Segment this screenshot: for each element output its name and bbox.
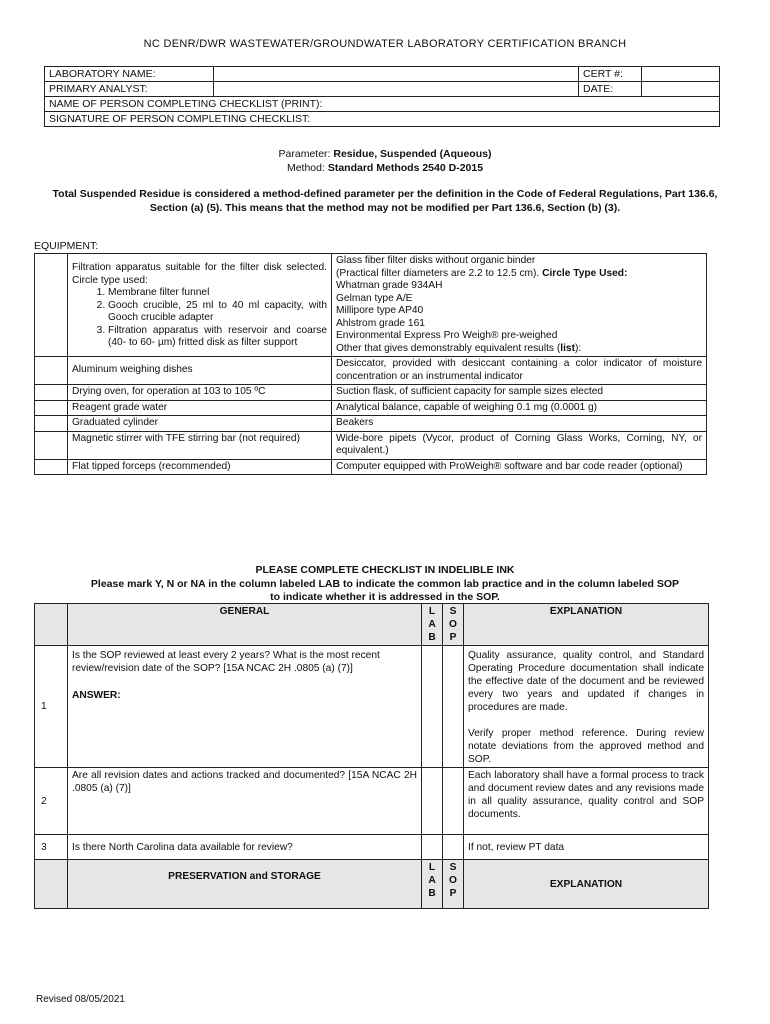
equipment-item: Reagent grade water bbox=[68, 400, 332, 416]
equipment-item: Computer equipped with ProWeigh® software and bar code reader (optional) bbox=[332, 459, 707, 475]
lab-answer-cell[interactable] bbox=[422, 646, 443, 768]
equipment-item: Magnetic stirrer with TFE stirring bar (not required) bbox=[68, 431, 332, 459]
answer-label: ANSWER: bbox=[72, 690, 121, 701]
equipment-check-cell[interactable] bbox=[35, 400, 68, 416]
checklist-row bbox=[35, 835, 709, 860]
equipment-item: Flat tipped forceps (recommended) bbox=[68, 459, 332, 475]
equipment-table bbox=[34, 253, 707, 475]
equipment-check-cell[interactable] bbox=[35, 254, 68, 357]
parameter-value: Residue, Suspended (Aqueous) bbox=[333, 148, 492, 160]
item-explanation-cell bbox=[464, 646, 709, 768]
item-question-cell bbox=[68, 646, 422, 768]
analyst-field[interactable] bbox=[214, 82, 579, 97]
sop-letter: S bbox=[449, 606, 457, 617]
signature-row[interactable] bbox=[45, 112, 720, 127]
date-field[interactable] bbox=[642, 82, 720, 97]
item-explanation: If not, review PT data bbox=[464, 835, 709, 860]
circle-type-label: Circle Type Used: bbox=[542, 267, 628, 279]
filtration-item: 3. Filtration apparatus with reservoir and coarse (40- to 60- µm) fritted disk as filter support bbox=[108, 325, 327, 350]
instructions-line: Please mark Y, N or NA in the column labeled LAB to indicate the common lab practice and in the column labeled SOP bbox=[90, 577, 680, 590]
sop-column-header bbox=[443, 604, 464, 646]
sop-letter: P bbox=[449, 888, 457, 899]
equipment-item: Drying oven, for operation at 103 to 105 ºC bbox=[68, 385, 332, 401]
filter-line: (Practical filter diameters are 2.2 to 12.5 cm). bbox=[336, 267, 540, 279]
document-title: NC DENR/DWR WASTEWATER/GROUNDWATER LABORATORY CERTIFICATION BRANCH bbox=[143, 38, 627, 50]
equipment-item: Beakers bbox=[332, 416, 707, 432]
filter-option: Gelman type A/E bbox=[336, 292, 413, 304]
lab-letter: A bbox=[428, 875, 436, 886]
cert-field[interactable] bbox=[642, 67, 720, 82]
item-question: Is the SOP reviewed at least every 2 years? What is the most recent review/revision date of the SOP? [15A NCAC 2H .0805 (a) (7)] bbox=[72, 650, 380, 674]
lab-letter: B bbox=[428, 888, 436, 899]
lab-name-label: LABORATORY NAME: bbox=[45, 67, 214, 82]
equipment-check-cell[interactable] bbox=[35, 416, 68, 432]
filter-option: Ahlstrom grade 161 bbox=[336, 317, 425, 329]
item-question: Is there North Carolina data available for review? bbox=[68, 835, 422, 860]
date-label: DATE: bbox=[579, 82, 642, 97]
explanation-header: EXPLANATION bbox=[464, 604, 709, 646]
explanation-header: EXPLANATION bbox=[464, 860, 709, 909]
cert-label: CERT #: bbox=[579, 67, 642, 82]
equipment-check-cell[interactable] bbox=[35, 459, 68, 475]
checklist-table bbox=[34, 603, 709, 909]
filter-option: Millipore type AP40 bbox=[336, 305, 424, 316]
filter-disk-cell bbox=[332, 254, 707, 357]
filter-line: Glass fiber filter disks without organic binder bbox=[336, 255, 536, 266]
item-number: 2 bbox=[35, 768, 68, 835]
instructions-line: PLEASE COMPLETE CHECKLIST IN INDELIBLE INK bbox=[255, 564, 515, 576]
lab-answer-cell[interactable] bbox=[422, 835, 443, 860]
filtration-cell bbox=[68, 254, 332, 357]
filter-option-end: ): bbox=[574, 342, 582, 354]
filter-option: Other that gives demonstrably equivalent results ( bbox=[336, 342, 561, 354]
list-word: list bbox=[560, 342, 575, 354]
sop-letter: P bbox=[449, 632, 457, 643]
sop-letter: O bbox=[449, 619, 457, 630]
sop-letter: S bbox=[449, 862, 457, 873]
equipment-label: EQUIPMENT: bbox=[34, 240, 99, 252]
instructions-line: to indicate whether it is addressed in the SOP. bbox=[270, 591, 500, 603]
item-explanation: Quality assurance, quality control, and Standard Operating Procedure documentation shall indicate the effective date of the document and be reviewed every two years and updated if changes in procedures are made. bbox=[468, 650, 704, 713]
parameter-block bbox=[0, 147, 770, 175]
method-prefix: Method: bbox=[286, 162, 325, 174]
filter-option: Whatman grade 934AH bbox=[336, 280, 443, 291]
equipment-item: Graduated cylinder bbox=[68, 416, 332, 432]
lab-letter: A bbox=[428, 619, 436, 630]
header-num-cell bbox=[35, 860, 68, 909]
lab-letter: L bbox=[428, 606, 436, 617]
item-question: Are all revision dates and actions tracked and documented? [15A NCAC 2H .0805 (a) (7)] bbox=[68, 768, 422, 835]
filtration-item: 2. Gooch crucible, 25 ml to 40 ml capacity, with Gooch crucible adapter bbox=[108, 300, 327, 325]
lab-answer-cell[interactable] bbox=[422, 768, 443, 835]
checklist-row bbox=[35, 646, 709, 768]
filtration-intro: Filtration apparatus suitable for the filter disk selected. Circle type used: bbox=[72, 262, 327, 286]
parameter-prefix: Parameter: bbox=[278, 148, 331, 160]
equipment-item: Analytical balance, capable of weighing 0.1 mg (0.0001 g) bbox=[332, 400, 707, 416]
analyst-label: PRIMARY ANALYST: bbox=[45, 82, 214, 97]
revised-date: Revised 08/05/2021 bbox=[36, 994, 125, 1005]
equipment-item: Desiccator, provided with desiccant containing a color indicator of moisture concentration or an instrumental indicator bbox=[332, 357, 707, 385]
checklist-row bbox=[35, 768, 709, 835]
sop-answer-cell[interactable] bbox=[443, 835, 464, 860]
person-name-row[interactable] bbox=[45, 97, 720, 112]
filtration-list bbox=[72, 287, 327, 350]
instructions-block bbox=[0, 564, 770, 605]
filter-option: Environmental Express Pro Weigh® pre-weighed bbox=[336, 330, 558, 341]
item-explanation: Verify proper method reference. During review notate deviations from the approved method and SOP. bbox=[468, 728, 704, 765]
sop-answer-cell[interactable] bbox=[443, 768, 464, 835]
equipment-item: Aluminum weighing dishes bbox=[68, 357, 332, 385]
general-header: GENERAL bbox=[68, 604, 422, 646]
filtration-item: 1. Membrane filter funnel bbox=[108, 287, 327, 300]
lab-letter: B bbox=[428, 632, 436, 643]
lab-column-header bbox=[422, 860, 443, 909]
equipment-item: Suction flask, of sufficient capacity for sample sizes elected bbox=[332, 385, 707, 401]
item-number: 1 bbox=[35, 646, 68, 768]
tss-note: Total Suspended Residue is considered a method-defined parameter per the definition in the Code of Federal Regulations, Part 136.6, Section (a) (5). This means that the method may not be modified per Part 136.6, Section (b) (3). bbox=[52, 188, 718, 214]
lab-info-table bbox=[44, 66, 720, 127]
lab-column-header bbox=[422, 604, 443, 646]
preservation-header: PRESERVATION and STORAGE bbox=[68, 860, 422, 909]
sop-letter: O bbox=[449, 875, 457, 886]
person-name-label: NAME OF PERSON COMPLETING CHECKLIST (PRINT): bbox=[49, 98, 323, 110]
equipment-check-cell[interactable] bbox=[35, 431, 68, 459]
sop-answer-cell[interactable] bbox=[443, 646, 464, 768]
lab-letter: L bbox=[428, 862, 436, 873]
lab-name-field[interactable] bbox=[214, 67, 579, 82]
item-number: 3 bbox=[35, 835, 68, 860]
item-explanation: Each laboratory shall have a formal process to track and document review dates and any revisions made in all quality assurance, quality control and SOP documents. bbox=[464, 768, 709, 835]
sop-column-header bbox=[443, 860, 464, 909]
signature-label: SIGNATURE OF PERSON COMPLETING CHECKLIST: bbox=[49, 113, 311, 125]
equipment-item: Wide-bore pipets (Vycor, product of Corning Glass Works, Corning, NY, or equivalent.) bbox=[332, 431, 707, 459]
equipment-check-cell[interactable] bbox=[35, 357, 68, 385]
header-num-cell bbox=[35, 604, 68, 646]
method-value: Standard Methods 2540 D-2015 bbox=[327, 162, 484, 174]
equipment-check-cell[interactable] bbox=[35, 385, 68, 401]
